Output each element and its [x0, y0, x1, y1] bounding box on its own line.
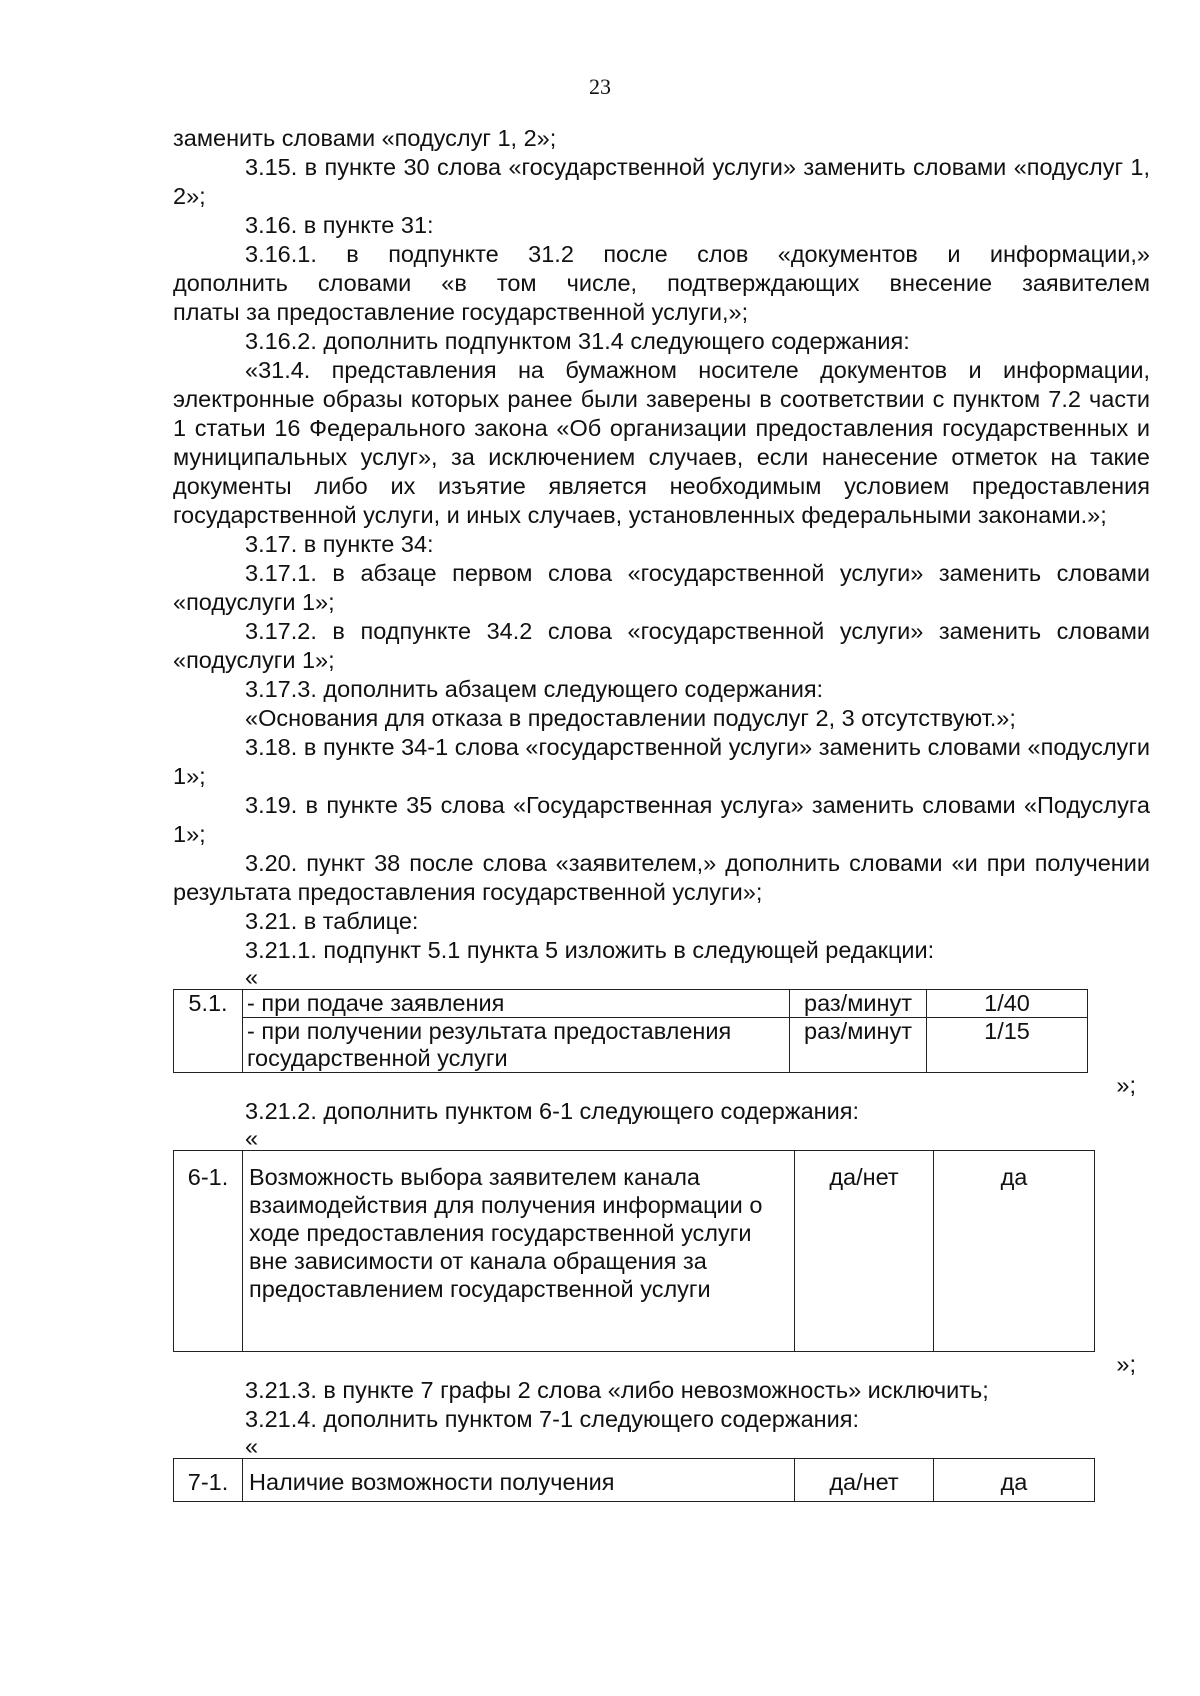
open-quote: «: [245, 964, 259, 990]
paragraph-3-21-4: 3.21.4. дополнить пунктом 7-1 следующего содержания:: [245, 1406, 860, 1432]
paragraph-3-19: 3.19. в пункте 35 слова «Государственная услуга» заменить словами «Подуслуга 1»;: [173, 792, 1150, 847]
item-unit: да/нет: [795, 1151, 934, 1352]
item-text: Возможность выбора заявителем канала взаимодействия для получения информации о ходе предоставления государственной услуги вне зависимости от канала обращения за предоставлением государственной услуги: [243, 1151, 795, 1352]
table-item-7-1: [173, 1458, 1095, 1502]
paragraph-quote-refusal: «Основания для отказа в предоставлении подуслуг 2, 3 отсутствуют.»;: [245, 705, 1016, 731]
item-value: да: [934, 1459, 1095, 1502]
item-unit: да/нет: [795, 1459, 934, 1502]
item-unit: раз/минут: [790, 990, 927, 1018]
item-text: - при получении результата предоставления государственной услуги: [243, 1018, 790, 1073]
table-row: [174, 1018, 1088, 1073]
item-unit: раз/минут: [790, 1018, 927, 1073]
paragraph-3-20: 3.20. пункт 38 после слова «заявителем,» дополнить словами «и при получении результата предоставления государственной услуги»;: [173, 850, 1150, 905]
document-body: [173, 124, 1150, 1502]
paragraph-3-16: 3.16. в пункте 31:: [245, 212, 434, 238]
paragraph-3-16-1-line1: 3.16.1. в подпункте 31.2 после слов «документов и информации,»: [245, 241, 1150, 267]
paragraph-3-17: 3.17. в пункте 34:: [245, 531, 434, 557]
table-item-5-1: [173, 989, 1088, 1073]
item-value: 1/40: [927, 990, 1088, 1018]
paragraph-3-21: 3.21. в таблице:: [245, 908, 419, 934]
table-row: [174, 990, 1088, 1018]
table-row: [174, 1151, 1095, 1352]
item-number-empty: [174, 1018, 243, 1073]
open-quote: «: [245, 1125, 259, 1151]
paragraph-3-15: 3.15. в пункте 30 слова «государственной услуги» заменить словами «подуслуг 1, 2»;: [173, 154, 1150, 209]
paragraph-3-18: 3.18. в пункте 34-1 слова «государственной услуги» заменить словами «подуслуги 1»;: [173, 734, 1150, 789]
item-text: - при подаче заявления: [243, 990, 790, 1018]
table-row: [174, 1459, 1095, 1502]
paragraph-3-21-1: 3.21.1. подпункт 5.1 пункта 5 изложить в следующей редакции:: [245, 937, 935, 963]
paragraph-3-21-3: 3.21.3. в пункте 7 графы 2 слова «либо невозможность» исключить;: [245, 1377, 989, 1403]
close-quote: »;: [1116, 1072, 1136, 1098]
item-value: да: [934, 1151, 1095, 1352]
item-number: 7-1.: [174, 1459, 243, 1502]
paragraph-3-17-2: 3.17.2. в подпункте 34.2 слова «государственной услуги» заменить словами «подуслуги 1»;: [173, 618, 1150, 673]
paragraph-3-17-1: 3.17.1. в абзаце первом слова «государственной услуги» заменить словами «подуслуги 1»;: [173, 560, 1150, 615]
table-item-6-1: [173, 1150, 1095, 1352]
paragraph-3-21-2: 3.21.2. дополнить пунктом 6-1 следующего содержания:: [245, 1098, 860, 1124]
page-number: 23: [589, 74, 611, 99]
item-text: Наличие возможности получения: [243, 1459, 795, 1502]
item-number: 6-1.: [174, 1151, 243, 1352]
item-number: 5.1.: [174, 990, 243, 1018]
paragraph-3-16-1-line2: дополнить словами «в том числе, подтверждающих внесение заявителем: [173, 270, 1150, 296]
item-value: 1/15: [927, 1018, 1088, 1073]
paragraph-31-4: «31.4. представления на бумажном носителе документов и информации, электронные образы которых ранее были заверены в соответствии с пунктом 7.2 части 1 статьи 16 Федерального закона «Об организации предоставления государственных и муниципальных услуг», за исключением случаев, если нанесение отметок на такие документы либо их изъятие является необходимым условием предоставления государственной услуги, и иных случаев, установленных федеральными законами.»;: [173, 357, 1150, 528]
close-quote: »;: [1116, 1351, 1136, 1377]
paragraph-3-16-1-line3: платы за предоставление государственной услуги,»;: [173, 299, 749, 325]
open-quote: «: [245, 1433, 259, 1459]
paragraph-3-16-2: 3.16.2. дополнить подпунктом 31.4 следующего содержания:: [245, 328, 910, 354]
paragraph: заменить словами «подуслуг 1, 2»;: [173, 125, 557, 151]
paragraph-3-17-3: 3.17.3. дополнить абзацем следующего содержания:: [245, 676, 824, 702]
